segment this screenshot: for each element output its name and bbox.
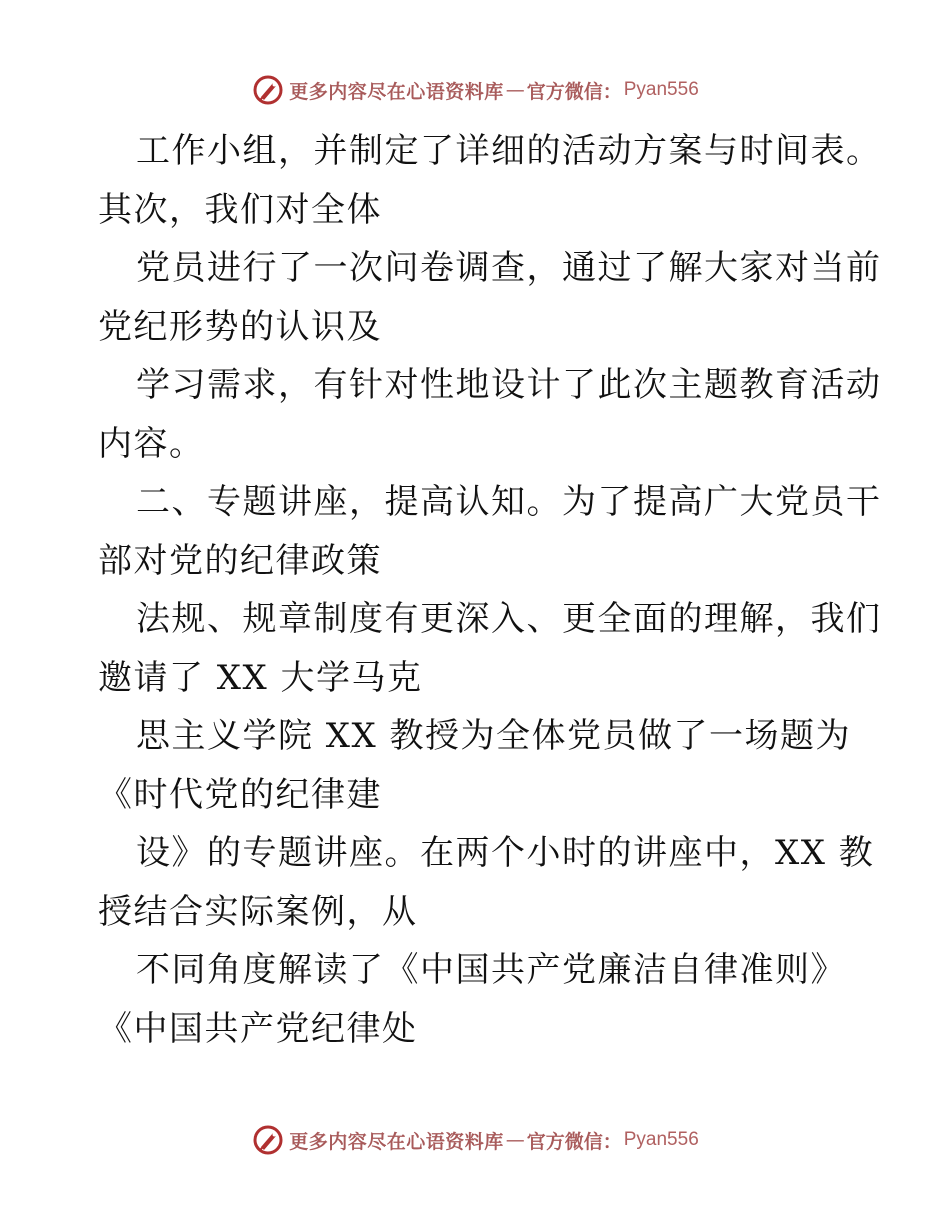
document-body	[98, 122, 882, 1058]
header-watermark	[0, 70, 950, 110]
pen-nib-logo-icon	[251, 1123, 285, 1157]
text-line: 《时代党的纪律建	[98, 774, 382, 815]
text-line: 邀请了 XX 大学马克	[98, 657, 423, 698]
text-line: 部对党的纪律政策	[98, 540, 382, 581]
text-line: 工作小组，并制定了详细的活动方案与时间表。	[136, 131, 882, 171]
watermark-separator: —	[505, 1129, 525, 1151]
text-line: 其次，我们对全体	[98, 189, 382, 230]
watermark-wechat-id: Pyan556	[623, 1129, 699, 1150]
watermark-wechat-label: 官方微信：	[526, 80, 622, 103]
watermark-text: 更多内容尽在心语资料库	[289, 1130, 504, 1153]
text-line: 授结合实际案例，从	[98, 891, 418, 932]
pen-nib-logo-icon	[251, 73, 285, 107]
watermark-text: 更多内容尽在心语资料库	[289, 80, 504, 103]
footer-watermark	[0, 1120, 950, 1160]
text-line: 不同角度解读了《中国共产党廉洁自律准则》	[136, 950, 846, 990]
text-line: 党员进行了一次问卷调查，通过了解大家对当前	[136, 248, 882, 288]
text-line: 学习需求，有针对性地设计了此次主题教育活动	[136, 365, 882, 405]
watermark-separator: —	[505, 79, 525, 101]
watermark-wechat-id: Pyan556	[623, 79, 699, 100]
text-line: 设》的专题讲座。在两个小时的讲座中，XX 教	[136, 833, 875, 873]
text-line: 党纪形势的认识及	[98, 306, 382, 347]
text-line: 内容。	[98, 423, 205, 464]
watermark-wechat-label: 官方微信：	[526, 1130, 622, 1153]
text-line: 思主义学院 XX 教授为全体党员做了一场题为	[136, 716, 852, 756]
text-line: 二、专题讲座，提高认知。为了提高广大党员干	[136, 482, 882, 522]
text-line: 《中国共产党纪律处	[98, 1008, 418, 1049]
text-line: 法规、规章制度有更深入、更全面的理解，我们	[136, 599, 882, 639]
